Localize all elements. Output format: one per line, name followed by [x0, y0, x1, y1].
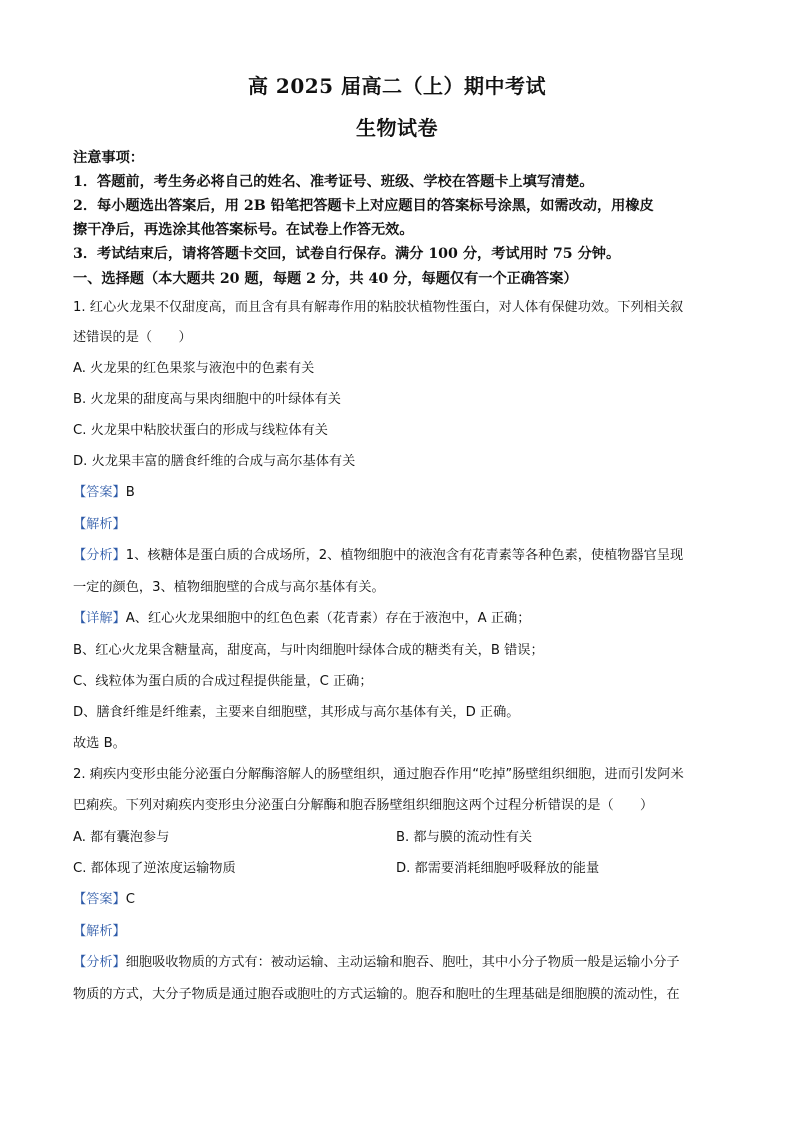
q1-option-c: C. 火龙果中粘胶状蛋白的形成与线粒体有关: [73, 423, 328, 438]
q2-stem: 巴痢疾。下列对痢疾内变形虫分泌蛋白分解酶和胞吞肠壁组织细胞这两个过程分析错误的是（ ）: [73, 798, 654, 813]
notes-item: 3．考试结束后，请将答题卡交回，试卷自行保存。满分 100 分，考试用时 75 分钟。: [73, 246, 621, 262]
q1-option-d: D. 火龙果丰富的膳食纤维的合成与高尔基体有关: [73, 454, 356, 469]
q1-answer: [73, 482, 723, 504]
answer-tag: 【答案】: [73, 892, 126, 907]
exam-subtitle: 生物试卷: [356, 116, 438, 140]
q2-fenxi-cont: 物质的方式，大分子物质是通过胞吞或胞吐的方式运输的。胞吞和胞吐的生理基础是细胞膜的流动性，在: [73, 987, 680, 1002]
answer-value: C: [125, 892, 135, 907]
exam-title: 高 2025 届高二（上）期中考试: [247, 74, 547, 98]
q2-option-d: D. 都需要消耗细胞呼吸释放的能量: [396, 861, 600, 876]
q2-option-c: C. 都体现了逆浓度运输物质: [73, 861, 236, 876]
q2-answer: [73, 889, 723, 911]
xiangjie-text: A、红心火龙果细胞中的红色色素（花青素）存在于液泡中，A 正确；: [125, 611, 531, 626]
q1-stem: 1. 红心火龙果不仅甜度高，而且含有具有解毒作用的粘胶状植物性蛋白，对人体有保健功效。下列相关叙: [73, 300, 684, 315]
q1-fenxi: [73, 545, 723, 567]
q1-option-a: A. 火龙果的红色果浆与液泡中的色素有关: [73, 361, 315, 376]
q2-options-row: [73, 858, 723, 880]
q2-stem: 2. 痢疾内变形虫能分泌蛋白分解酶溶解人的肠壁组织，通过胞吞作用“吃掉”肠壁组织细胞，进而引发阿米: [73, 767, 684, 782]
q1-xiangjie-d: D、膳食纤维是纤维素，主要来自细胞壁，其形成与高尔基体有关，D 正确。: [73, 705, 520, 720]
fenxi-text: 1、核糖体是蛋白质的合成场所，2、植物细胞中的液泡含有花青素等各种色素，使植物器官呈现: [125, 548, 684, 563]
fenxi-text: 细胞吸收物质的方式有：被动运输、主动运输和胞吞、胞吐，其中小分子物质一般是运输小分子: [125, 955, 680, 970]
q1-xiangjie: [73, 608, 723, 630]
analysis-tag: 【解析】: [73, 517, 126, 532]
answer-tag: 【答案】: [73, 485, 126, 500]
q1-fenxi-cont: 一定的颜色，3、植物细胞壁的合成与高尔基体有关。: [73, 580, 385, 595]
q2-options-row: [73, 827, 723, 849]
q1-stem: 述错误的是（ ）: [73, 330, 192, 345]
q1-conclusion: 故选 B。: [73, 736, 126, 751]
q1-xiangjie-b: B、红心火龙果含糖量高，甜度高，与叶肉细胞叶绿体合成的糖类有关，B 错误；: [73, 643, 544, 658]
q2-option-a: A. 都有囊泡参与: [73, 830, 170, 845]
notes-item: 2．每小题选出答案后，用 2B 铅笔把答题卡上对应题目的答案标号涂黑，如需改动，用橡皮: [73, 198, 654, 214]
notes-heading: 注意事项：: [73, 150, 144, 166]
q2-option-b: B. 都与膜的流动性有关: [396, 830, 533, 845]
section-heading: 一、选择题（本大题共 20 题，每题 2 分，共 40 分，每题仅有一个正确答案）: [73, 271, 578, 287]
q2-fenxi: [73, 952, 723, 974]
xiangjie-tag: 【详解】: [73, 611, 126, 626]
fenxi-tag: 【分析】: [73, 548, 126, 563]
fenxi-tag: 【分析】: [73, 955, 126, 970]
analysis-tag: 【解析】: [73, 924, 126, 939]
q1-xiangjie-c: C、线粒体为蛋白质的合成过程提供能量，C 正确；: [73, 674, 373, 689]
notes-item: 擦干净后，再选涂其他答案标号。在试卷上作答无效。: [73, 222, 414, 238]
q1-option-b: B. 火龙果的甜度高与果肉细胞中的叶绿体有关: [73, 392, 341, 407]
notes-item: 1．答题前，考生务必将自己的姓名、准考证号、班级、学校在答题卡上填写清楚。: [73, 174, 594, 190]
q2-analysis-tag: [73, 921, 723, 943]
answer-value: B: [125, 485, 135, 500]
q1-analysis-tag: [73, 514, 723, 536]
